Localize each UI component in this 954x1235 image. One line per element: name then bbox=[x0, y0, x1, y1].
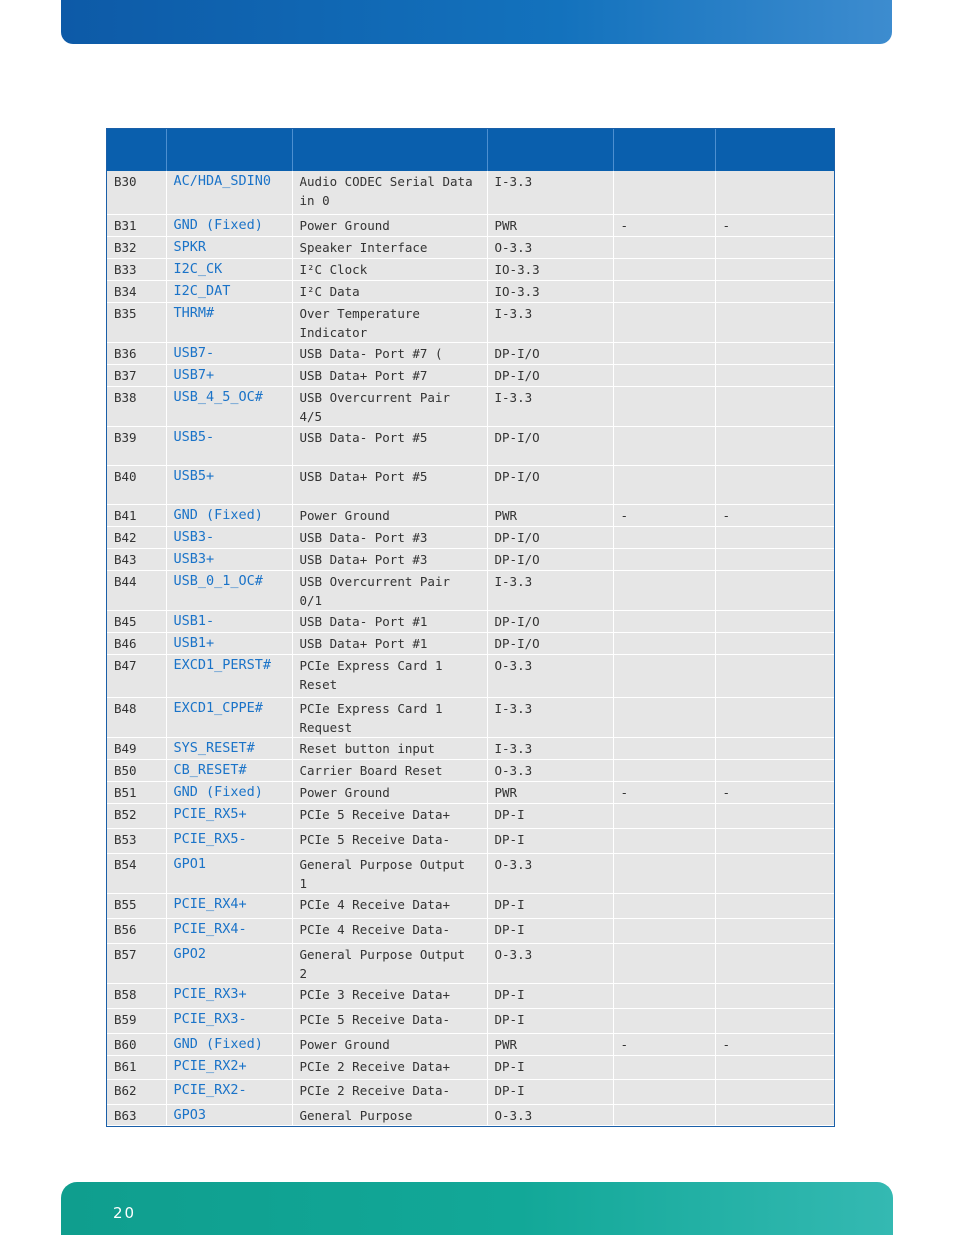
pin-cell: B51 bbox=[107, 781, 166, 803]
table-row bbox=[107, 236, 834, 258]
description-cell: PCIe 5 Receive Data+ bbox=[292, 803, 487, 828]
table-row bbox=[107, 1104, 834, 1125]
col6-cell bbox=[715, 654, 834, 697]
pinout-table bbox=[107, 129, 834, 1126]
pin-cell: B59 bbox=[107, 1008, 166, 1033]
table-row bbox=[107, 781, 834, 803]
signal-cell: GPO2 bbox=[166, 943, 292, 983]
type-cell: DP-I/O bbox=[487, 342, 613, 364]
type-cell: DP-I/O bbox=[487, 364, 613, 386]
col5-cell bbox=[613, 236, 715, 258]
pinout-table-container bbox=[106, 128, 835, 1127]
pin-cell: B52 bbox=[107, 803, 166, 828]
col6-cell: - bbox=[715, 504, 834, 526]
col5-cell bbox=[613, 342, 715, 364]
signal-cell: GPO3 bbox=[166, 1104, 292, 1125]
description-cell: USB Data+ Port #1 bbox=[292, 632, 487, 654]
signal-cell: PCIE_RX2- bbox=[166, 1079, 292, 1104]
description-cell: PCIe 4 Receive Data- bbox=[292, 918, 487, 943]
type-cell: O-3.3 bbox=[487, 236, 613, 258]
col6-cell bbox=[715, 280, 834, 302]
pin-cell: B57 bbox=[107, 943, 166, 983]
header-cell-pin bbox=[107, 129, 166, 171]
pin-cell: B56 bbox=[107, 918, 166, 943]
col5-cell bbox=[613, 548, 715, 570]
description-cell: Speaker Interface bbox=[292, 236, 487, 258]
col6-cell bbox=[715, 759, 834, 781]
description-cell: Carrier Board Reset bbox=[292, 759, 487, 781]
table-row bbox=[107, 853, 834, 893]
col5-cell: - bbox=[613, 214, 715, 236]
type-cell: IO-3.3 bbox=[487, 280, 613, 302]
type-cell: DP-I/O bbox=[487, 610, 613, 632]
table-row bbox=[107, 570, 834, 610]
col6-cell bbox=[715, 943, 834, 983]
col5-cell bbox=[613, 465, 715, 504]
col6-cell bbox=[715, 465, 834, 504]
col6-cell bbox=[715, 983, 834, 1008]
signal-cell: PCIE_RX4+ bbox=[166, 893, 292, 918]
type-cell: DP-I bbox=[487, 918, 613, 943]
col5-cell bbox=[613, 610, 715, 632]
pin-cell: B50 bbox=[107, 759, 166, 781]
table-row bbox=[107, 632, 834, 654]
description-cell: General Purpose Output 2 bbox=[292, 943, 487, 983]
table-row bbox=[107, 364, 834, 386]
col6-cell bbox=[715, 803, 834, 828]
col6-cell: - bbox=[715, 1033, 834, 1055]
pin-cell: B62 bbox=[107, 1079, 166, 1104]
type-cell: DP-I/O bbox=[487, 632, 613, 654]
description-cell: USB Data+ Port #3 bbox=[292, 548, 487, 570]
col6-cell bbox=[715, 610, 834, 632]
col6-cell bbox=[715, 426, 834, 465]
pin-cell: B49 bbox=[107, 737, 166, 759]
type-cell: DP-I/O bbox=[487, 465, 613, 504]
description-cell: Reset button input bbox=[292, 737, 487, 759]
table-row bbox=[107, 280, 834, 302]
pin-cell: B45 bbox=[107, 610, 166, 632]
table-row bbox=[107, 918, 834, 943]
col6-cell bbox=[715, 737, 834, 759]
col6-cell bbox=[715, 893, 834, 918]
table-row bbox=[107, 943, 834, 983]
table-row bbox=[107, 426, 834, 465]
pin-cell: B32 bbox=[107, 236, 166, 258]
type-cell: I-3.3 bbox=[487, 386, 613, 426]
description-cell: USB Data+ Port #5 bbox=[292, 465, 487, 504]
type-cell: DP-I bbox=[487, 893, 613, 918]
pin-cell: B33 bbox=[107, 258, 166, 280]
description-cell: PCIe 5 Receive Data- bbox=[292, 828, 487, 853]
description-cell: PCIe Express Card 1 Reset bbox=[292, 654, 487, 697]
signal-cell: SYS_RESET# bbox=[166, 737, 292, 759]
header-cell-col6 bbox=[715, 129, 834, 171]
signal-cell: PCIE_RX5+ bbox=[166, 803, 292, 828]
table-row bbox=[107, 983, 834, 1008]
signal-cell: AC/HDA_SDIN0 bbox=[166, 171, 292, 214]
table-row bbox=[107, 171, 834, 214]
col5-cell bbox=[613, 918, 715, 943]
pin-cell: B44 bbox=[107, 570, 166, 610]
table-row bbox=[107, 526, 834, 548]
type-cell: IO-3.3 bbox=[487, 258, 613, 280]
table-row bbox=[107, 1033, 834, 1055]
col6-cell bbox=[715, 386, 834, 426]
table-row bbox=[107, 1079, 834, 1104]
description-cell: PCIe 4 Receive Data+ bbox=[292, 893, 487, 918]
type-cell: DP-I bbox=[487, 1079, 613, 1104]
type-cell: O-3.3 bbox=[487, 853, 613, 893]
pin-cell: B63 bbox=[107, 1104, 166, 1125]
signal-cell: PCIE_RX5- bbox=[166, 828, 292, 853]
description-cell: Over Temperature Indicator bbox=[292, 302, 487, 342]
signal-cell: GND (Fixed) bbox=[166, 504, 292, 526]
description-cell: Power Ground bbox=[292, 214, 487, 236]
description-cell: PCIe 5 Receive Data- bbox=[292, 1008, 487, 1033]
col5-cell bbox=[613, 171, 715, 214]
type-cell: DP-I bbox=[487, 1008, 613, 1033]
col6-cell bbox=[715, 364, 834, 386]
table-row bbox=[107, 258, 834, 280]
signal-cell: GPO1 bbox=[166, 853, 292, 893]
signal-cell: GND (Fixed) bbox=[166, 214, 292, 236]
description-cell: USB Overcurrent Pair 0/1 bbox=[292, 570, 487, 610]
type-cell: DP-I bbox=[487, 983, 613, 1008]
col6-cell: - bbox=[715, 214, 834, 236]
col6-cell bbox=[715, 570, 834, 610]
type-cell: I-3.3 bbox=[487, 302, 613, 342]
table-row bbox=[107, 548, 834, 570]
type-cell: PWR bbox=[487, 1033, 613, 1055]
description-cell: Power Ground bbox=[292, 781, 487, 803]
col5-cell bbox=[613, 426, 715, 465]
col6-cell bbox=[715, 526, 834, 548]
col5-cell bbox=[613, 302, 715, 342]
table-row bbox=[107, 610, 834, 632]
signal-cell: PCIE_RX3+ bbox=[166, 983, 292, 1008]
pin-cell: B53 bbox=[107, 828, 166, 853]
header-cell-col5 bbox=[613, 129, 715, 171]
page-number: 20 bbox=[113, 1204, 137, 1222]
type-cell: O-3.3 bbox=[487, 654, 613, 697]
col6-cell bbox=[715, 918, 834, 943]
pin-cell: B55 bbox=[107, 893, 166, 918]
col6-cell bbox=[715, 828, 834, 853]
pin-cell: B54 bbox=[107, 853, 166, 893]
table-row bbox=[107, 342, 834, 364]
table-row bbox=[107, 1055, 834, 1079]
col5-cell bbox=[613, 737, 715, 759]
col5-cell bbox=[613, 632, 715, 654]
description-cell: Audio CODEC Serial Data in 0 bbox=[292, 171, 487, 214]
type-cell: DP-I bbox=[487, 803, 613, 828]
signal-cell: THRM# bbox=[166, 302, 292, 342]
signal-cell: USB_0_1_OC# bbox=[166, 570, 292, 610]
col6-cell bbox=[715, 171, 834, 214]
col5-cell bbox=[613, 654, 715, 697]
type-cell: I-3.3 bbox=[487, 697, 613, 737]
type-cell: I-3.3 bbox=[487, 171, 613, 214]
col5-cell bbox=[613, 570, 715, 610]
description-cell: USB Data- Port #3 bbox=[292, 526, 487, 548]
description-cell: PCIe 2 Receive Data- bbox=[292, 1079, 487, 1104]
pin-cell: B36 bbox=[107, 342, 166, 364]
col5-cell bbox=[613, 759, 715, 781]
col5-cell bbox=[613, 258, 715, 280]
signal-cell: USB3- bbox=[166, 526, 292, 548]
pin-cell: B41 bbox=[107, 504, 166, 526]
pin-cell: B43 bbox=[107, 548, 166, 570]
col5-cell bbox=[613, 853, 715, 893]
description-cell: General Purpose bbox=[292, 1104, 487, 1125]
type-cell: I-3.3 bbox=[487, 570, 613, 610]
signal-cell: SPKR bbox=[166, 236, 292, 258]
col6-cell bbox=[715, 632, 834, 654]
pin-cell: B31 bbox=[107, 214, 166, 236]
description-cell: PCIe 2 Receive Data+ bbox=[292, 1055, 487, 1079]
col5-cell bbox=[613, 386, 715, 426]
signal-cell: PCIE_RX2+ bbox=[166, 1055, 292, 1079]
type-cell: O-3.3 bbox=[487, 1104, 613, 1125]
table-row bbox=[107, 654, 834, 697]
col5-cell bbox=[613, 697, 715, 737]
col6-cell bbox=[715, 342, 834, 364]
header-cell-type bbox=[487, 129, 613, 171]
col5-cell bbox=[613, 983, 715, 1008]
col5-cell bbox=[613, 1008, 715, 1033]
signal-cell: I2C_DAT bbox=[166, 280, 292, 302]
footer-banner bbox=[61, 1182, 893, 1235]
signal-cell: USB7- bbox=[166, 342, 292, 364]
pin-cell: B47 bbox=[107, 654, 166, 697]
header-cell-description bbox=[292, 129, 487, 171]
type-cell: DP-I/O bbox=[487, 548, 613, 570]
type-cell: DP-I bbox=[487, 1055, 613, 1079]
col6-cell bbox=[715, 236, 834, 258]
pin-cell: B37 bbox=[107, 364, 166, 386]
pin-cell: B34 bbox=[107, 280, 166, 302]
table-row bbox=[107, 214, 834, 236]
table-body bbox=[107, 171, 834, 1125]
col5-cell: - bbox=[613, 1033, 715, 1055]
col5-cell bbox=[613, 828, 715, 853]
pin-cell: B40 bbox=[107, 465, 166, 504]
description-cell: I²C Clock bbox=[292, 258, 487, 280]
description-cell: USB Data- Port #5 bbox=[292, 426, 487, 465]
col6-cell bbox=[715, 302, 834, 342]
signal-cell: USB5- bbox=[166, 426, 292, 465]
col5-cell bbox=[613, 943, 715, 983]
pin-cell: B46 bbox=[107, 632, 166, 654]
col6-cell bbox=[715, 1104, 834, 1125]
description-cell: USB Data- Port #7 ( bbox=[292, 342, 487, 364]
table-row bbox=[107, 1008, 834, 1033]
table-header-row bbox=[107, 129, 834, 171]
signal-cell: USB_4_5_OC# bbox=[166, 386, 292, 426]
col5-cell: - bbox=[613, 781, 715, 803]
pin-cell: B30 bbox=[107, 171, 166, 214]
description-cell: USB Data- Port #1 bbox=[292, 610, 487, 632]
col6-cell bbox=[715, 697, 834, 737]
type-cell: O-3.3 bbox=[487, 759, 613, 781]
description-cell: Power Ground bbox=[292, 1033, 487, 1055]
description-cell: General Purpose Output 1 bbox=[292, 853, 487, 893]
description-cell: USB Overcurrent Pair 4/5 bbox=[292, 386, 487, 426]
table-row bbox=[107, 803, 834, 828]
table-row bbox=[107, 697, 834, 737]
signal-cell: USB5+ bbox=[166, 465, 292, 504]
table-row bbox=[107, 759, 834, 781]
type-cell: PWR bbox=[487, 504, 613, 526]
pin-cell: B58 bbox=[107, 983, 166, 1008]
type-cell: DP-I/O bbox=[487, 426, 613, 465]
signal-cell: PCIE_RX4- bbox=[166, 918, 292, 943]
signal-cell: USB1- bbox=[166, 610, 292, 632]
table-row bbox=[107, 504, 834, 526]
signal-cell: USB3+ bbox=[166, 548, 292, 570]
col5-cell bbox=[613, 280, 715, 302]
col5-cell bbox=[613, 1079, 715, 1104]
col6-cell bbox=[715, 1008, 834, 1033]
col6-cell: - bbox=[715, 781, 834, 803]
pin-cell: B48 bbox=[107, 697, 166, 737]
signal-cell: GND (Fixed) bbox=[166, 1033, 292, 1055]
signal-cell: EXCD1_CPPE# bbox=[166, 697, 292, 737]
type-cell: DP-I/O bbox=[487, 526, 613, 548]
type-cell: I-3.3 bbox=[487, 737, 613, 759]
header-banner bbox=[61, 0, 892, 44]
col5-cell bbox=[613, 893, 715, 918]
pin-cell: B38 bbox=[107, 386, 166, 426]
type-cell: O-3.3 bbox=[487, 943, 613, 983]
signal-cell: USB7+ bbox=[166, 364, 292, 386]
col5-cell bbox=[613, 1055, 715, 1079]
description-cell: PCIe Express Card 1 Request bbox=[292, 697, 487, 737]
table-row bbox=[107, 465, 834, 504]
col6-cell bbox=[715, 258, 834, 280]
signal-cell: PCIE_RX3- bbox=[166, 1008, 292, 1033]
table-row bbox=[107, 828, 834, 853]
signal-cell: EXCD1_PERST# bbox=[166, 654, 292, 697]
pin-cell: B60 bbox=[107, 1033, 166, 1055]
col5-cell bbox=[613, 1104, 715, 1125]
description-cell: USB Data+ Port #7 bbox=[292, 364, 487, 386]
description-cell: I²C Data bbox=[292, 280, 487, 302]
description-cell: PCIe 3 Receive Data+ bbox=[292, 983, 487, 1008]
pin-cell: B61 bbox=[107, 1055, 166, 1079]
signal-cell: CB_RESET# bbox=[166, 759, 292, 781]
type-cell: PWR bbox=[487, 781, 613, 803]
table-row bbox=[107, 302, 834, 342]
signal-cell: USB1+ bbox=[166, 632, 292, 654]
col6-cell bbox=[715, 1079, 834, 1104]
col5-cell: - bbox=[613, 504, 715, 526]
signal-cell: I2C_CK bbox=[166, 258, 292, 280]
header-cell-signal bbox=[166, 129, 292, 171]
type-cell: DP-I bbox=[487, 828, 613, 853]
description-cell: Power Ground bbox=[292, 504, 487, 526]
pin-cell: B35 bbox=[107, 302, 166, 342]
col5-cell bbox=[613, 803, 715, 828]
table-row bbox=[107, 737, 834, 759]
table-row bbox=[107, 386, 834, 426]
col5-cell bbox=[613, 364, 715, 386]
type-cell: PWR bbox=[487, 214, 613, 236]
pin-cell: B42 bbox=[107, 526, 166, 548]
col6-cell bbox=[715, 548, 834, 570]
col5-cell bbox=[613, 526, 715, 548]
signal-cell: GND (Fixed) bbox=[166, 781, 292, 803]
pin-cell: B39 bbox=[107, 426, 166, 465]
col6-cell bbox=[715, 1055, 834, 1079]
col6-cell bbox=[715, 853, 834, 893]
table-row bbox=[107, 893, 834, 918]
